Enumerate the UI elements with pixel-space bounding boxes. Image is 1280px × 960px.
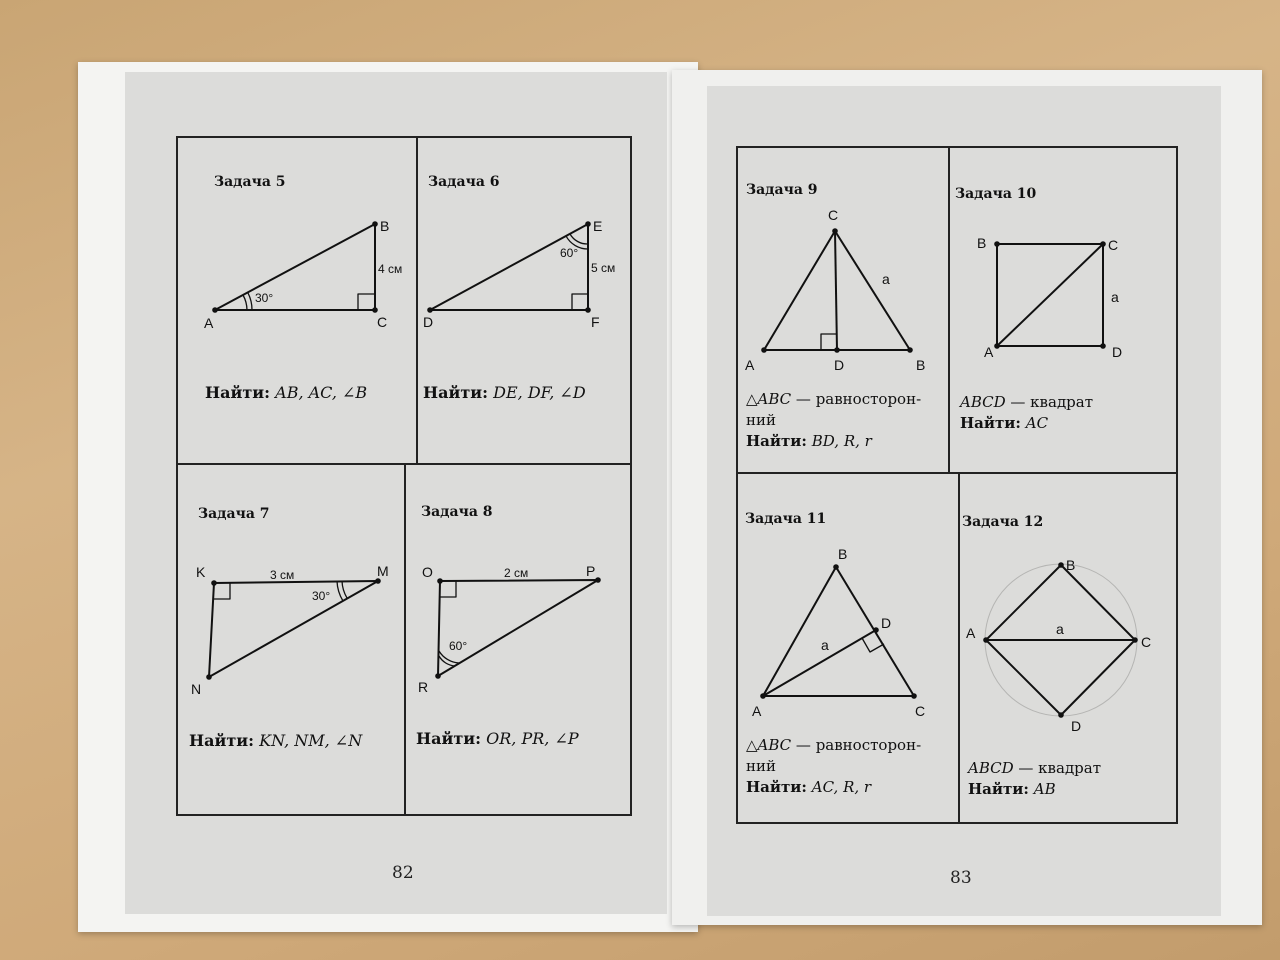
task-9-altitude (835, 231, 837, 350)
task-12-title: Задача 12 (962, 514, 1044, 530)
task-12-label-a: A (966, 625, 976, 641)
task-11-label-c: C (915, 703, 926, 719)
task-11-side-label: a (821, 637, 829, 653)
page-number-82: 82 (392, 863, 414, 883)
task-8-triangle (438, 580, 598, 676)
task-10-label-d: D (1112, 344, 1123, 360)
task-5-label-b: B (380, 218, 390, 234)
task-8-angle-arc (439, 656, 455, 666)
task-12-desc: ABCD — квадрат Найти: AB (968, 759, 1102, 798)
task-7-label-k: K (196, 564, 206, 580)
task-8-angle-label: 60° (449, 639, 468, 653)
task-7-label-m: M (377, 563, 389, 579)
task-10-label-c: C (1108, 237, 1119, 253)
task-9-desc: △ABC — равносторон- ний Найти: BD, R, r (746, 390, 922, 450)
task-12-side-label: a (1056, 621, 1064, 637)
task-5-find: Найти: AB, AC, ∠B (205, 383, 368, 402)
task-6-angle-arc (570, 234, 588, 244)
task-6-side-label: 5 см (591, 261, 616, 275)
task-11-triangle (763, 567, 914, 696)
task-9-label-a: A (745, 357, 755, 373)
task-10-label-a: A (984, 344, 994, 360)
task-5-title: Задача 5 (214, 174, 286, 190)
task-9-title: Задача 9 (746, 182, 818, 198)
task-7-right-angle (214, 583, 230, 599)
task-8-label-o: O (422, 564, 433, 580)
task-10-side-label: a (1111, 289, 1119, 305)
task-7-label-n: N (191, 681, 202, 697)
task-6-find: Найти: DE, DF, ∠D (423, 383, 586, 402)
task-7-find: Найти: KN, NM, ∠N (189, 731, 363, 750)
task-11-desc: △ABC — равносторон- ний Найти: AC, R, r (746, 736, 922, 796)
task-5-triangle (215, 224, 375, 310)
task-6-angle-label: 60° (560, 246, 579, 260)
task-11-label-a: A (752, 703, 762, 719)
task-11-label-d: D (881, 615, 892, 631)
task-10-diagonal (997, 244, 1103, 346)
task-7-angle-arc (342, 581, 347, 598)
task-5-angle-arc (243, 295, 247, 310)
task-9-label-d: D (834, 357, 845, 373)
task-7-triangle (209, 581, 378, 677)
task-6-label-f: F (591, 314, 600, 330)
task-12-label-d: D (1071, 718, 1082, 734)
task-11-altitude (763, 630, 876, 696)
task-10-title: Задача 10 (955, 186, 1037, 202)
task-5-side-label: 4 см (378, 262, 403, 276)
task-8-side-label: 2 см (504, 566, 529, 580)
task-12-label-c: C (1141, 634, 1152, 650)
task-9-right-angle (821, 334, 837, 350)
task-7-title: Задача 7 (198, 506, 270, 522)
task-8-label-p: P (586, 563, 596, 579)
task-8-right-angle (440, 581, 456, 597)
task-6-title: Задача 6 (428, 174, 500, 190)
task-5-angle-label: 30° (255, 291, 274, 305)
task-12-label-b: B (1066, 557, 1076, 573)
task-8-title: Задача 8 (421, 504, 493, 520)
task-6-triangle (430, 224, 588, 310)
task-5-label-c: C (377, 314, 388, 330)
task-10-desc: ABCD — квадрат Найти: AC (960, 393, 1094, 432)
task-5-right-angle (358, 294, 375, 310)
task-7-side-label: 3 см (270, 568, 295, 582)
vertex-dots (206, 221, 1138, 718)
task-9-side-label: a (882, 271, 890, 287)
task-9-label-b: B (916, 357, 926, 373)
task-6-label-e: E (593, 218, 603, 234)
task-6-label-d: D (423, 314, 434, 330)
task-8-find: Найти: OR, PR, ∠P (416, 729, 579, 748)
task-11-label-b: B (838, 546, 848, 562)
task-7-angle-label: 30° (312, 589, 331, 603)
task-6-right-angle (572, 294, 588, 310)
task-5-label-a: A (204, 315, 214, 331)
task-11-title: Задача 11 (745, 511, 827, 527)
task-10-label-b: B (977, 235, 987, 251)
task-5-angle-arc-2 (248, 293, 252, 310)
task-8-label-r: R (418, 679, 429, 695)
page-number-83: 83 (950, 868, 972, 888)
task-9-label-c: C (828, 207, 839, 223)
